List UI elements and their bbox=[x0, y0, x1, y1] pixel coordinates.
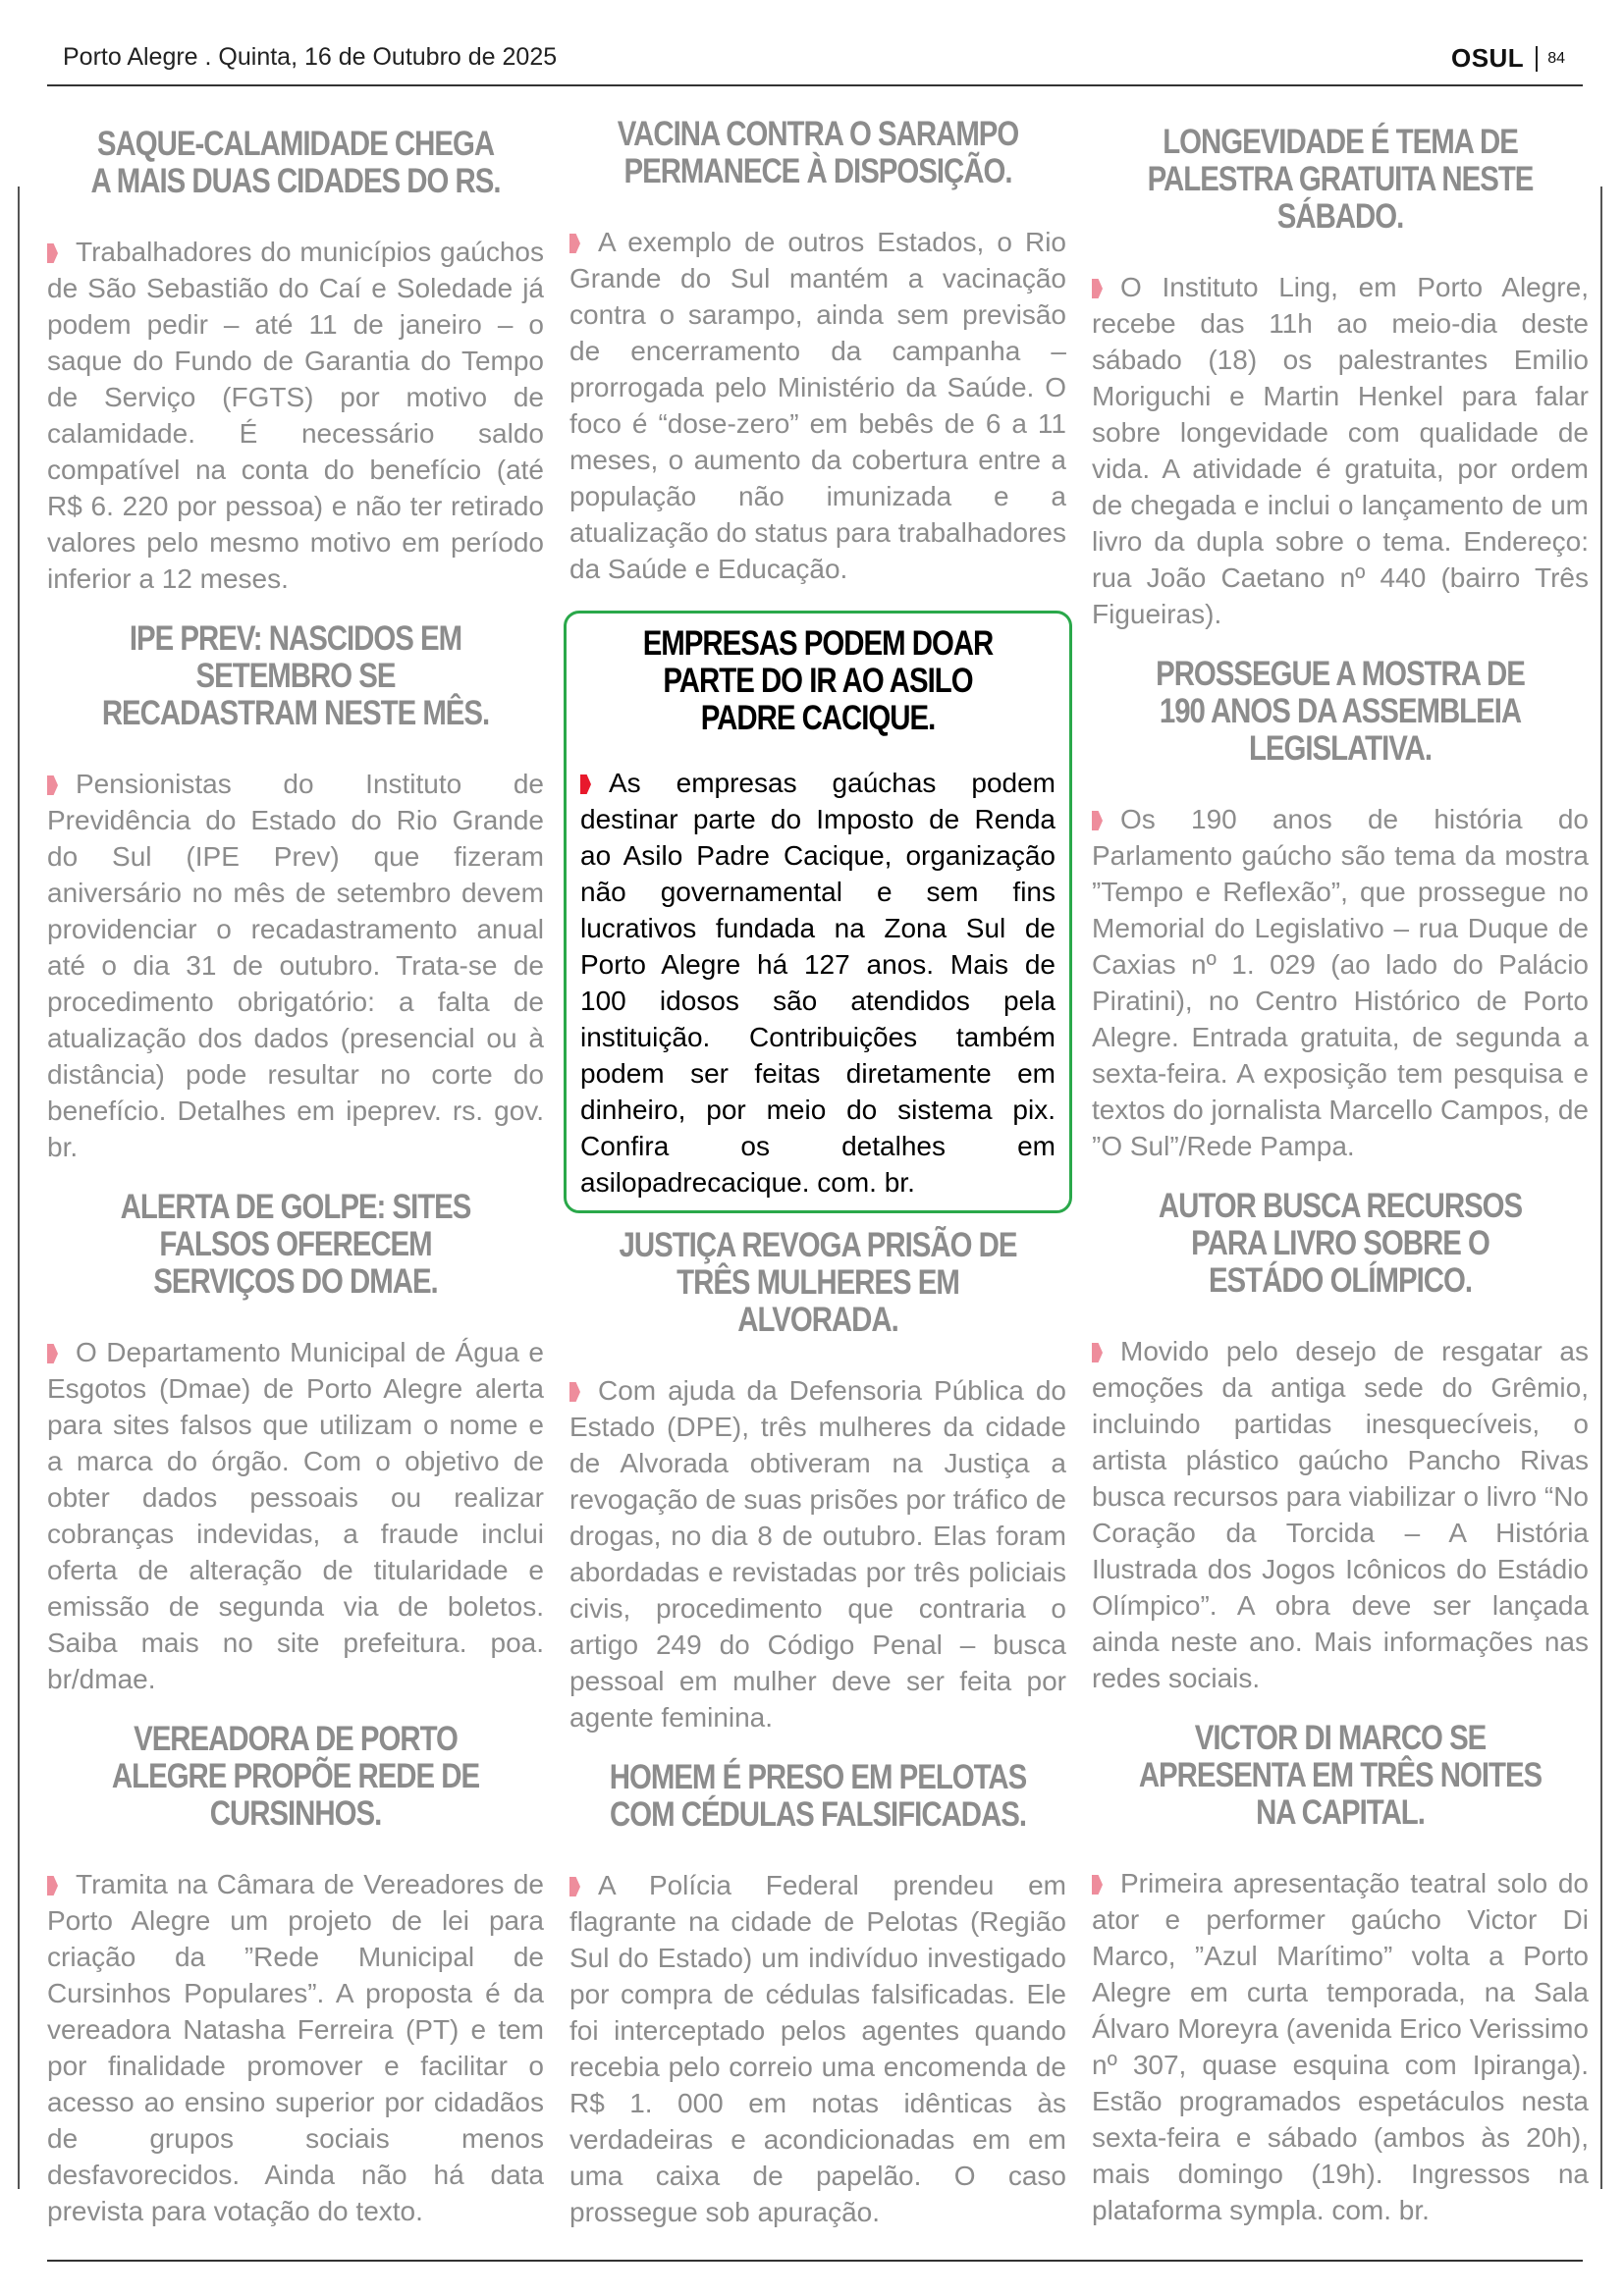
news-story bbox=[569, 1759, 1066, 2230]
column-2 bbox=[569, 116, 1066, 2254]
featured-body: As empresas gaúchas podem destinar parte do Imposto de Renda ao Asilo Padre Cacique, organização não governamental e sem fins lucrativos fundada na Zona Sul de Porto Alegre há 127 anos. Mais de 100 idosos são atendidos pela instituição. Contribuições também podem ser feitas diretamente em dinheiro, por meio do sistema pix. Confira os detalhes em asilopadrecacique. com. br. bbox=[580, 768, 1056, 1198]
story-headline: VACINA CONTRA O SARAMPO PERMANECE À DISPOSIÇÃO. bbox=[617, 115, 1019, 190]
news-story bbox=[569, 116, 1066, 587]
red-arrow-marker-icon bbox=[569, 234, 580, 253]
red-arrow-marker-icon bbox=[47, 1876, 58, 1896]
featured-story-box bbox=[564, 611, 1072, 1213]
masthead bbox=[1451, 43, 1565, 74]
page-header bbox=[59, 39, 1565, 82]
red-arrow-marker-icon bbox=[580, 774, 591, 794]
story-headline: PROSSEGUE A MOSTRA DE 190 ANOS DA ASSEMBLEIA LEGISLATIVA. bbox=[1156, 655, 1525, 768]
story-headline: HOMEM É PRESO EM PELOTAS COM CÉDULAS FALSIFICADAS. bbox=[609, 1758, 1027, 1834]
red-arrow-marker-icon bbox=[47, 1344, 58, 1363]
news-story bbox=[47, 620, 544, 1165]
story-body: O Instituto Ling, em Porto Alegre, recebe das 11h ao meio-dia deste sábado (18) os palestrantes Emilio Moriguchi e Martin Henkel para falar sobre longevidade com qualidade de vida. A atividade é gratuita, por ordem de chegada e inclui o lançamento de um livro da dupla sobre o tema. Endereço: rua João Caetano nº 440 (bairro Três Figueiras). bbox=[1092, 272, 1589, 629]
story-headline: VICTOR DI MARCO SE APRESENTA EM TRÊS NOITES NA CAPITAL. bbox=[1138, 1719, 1543, 1832]
column-1 bbox=[47, 116, 544, 2253]
story-headline: VEREADORA DE PORTO ALEGRE PROPÕE REDE DE CURSINHOS. bbox=[111, 1720, 480, 1833]
story-body: Primeira apresentação teatral solo do ator e performer gaúcho Victor Di Marco, ”Azul Marítimo” volta a Porto Alegre em curta temporada, na Sala Álvaro Moreyra (avenida Erico Verissimo nº 307, quase esquina com Ipiranga). Estão programados espetáculos nesta sexta-feira e sábado (ambos às 20h), mais domingo (19h). Ingressos na plataforma sympla. com. br. bbox=[1092, 1868, 1589, 2225]
column-3 bbox=[1092, 116, 1589, 2252]
story-body: Tramita na Câmara de Vereadores de Porto Alegre um projeto de lei para criação da ”Rede Municipal de Cursinhos Populares”. A proposta é da vereadora Natasha Ferreira (PT) e tem por finalidade promover e facilitar o acesso ao ensino superior por cidadãos de grupos sociais menos desfavorecidos. Ainda não há data prevista para votação do texto. bbox=[47, 1869, 544, 2226]
news-story bbox=[1092, 656, 1589, 1164]
story-body: Pensionistas do Instituto de Previdência do Estado do Rio Grande do Sul (IPE Prev) que fizeram aniversário no mês de setembro devem providenciar o recadastramento anual até o dia 31 de outubro. Trata-se de procedimento obrigatório: a falta de atualização dos dados (presencial ou à distância) pode resultar no corte do benefício. Detalhes em ipeprev. rs. gov. br. bbox=[47, 769, 544, 1162]
red-arrow-marker-icon bbox=[47, 243, 58, 263]
story-body: Movido pelo desejo de resgatar as emoções da antiga sede do Grêmio, incluindo partidas inesquecíveis, o artista plástico gaúcho Pancho Rivas busca recursos para viabilizar o livro “No Coração da Torcida – A História Ilustrada dos Jogos Icônicos do Estádio Olímpico”. A obra deve ser lançada ainda neste ano. Mais informações nas redes sociais. bbox=[1092, 1336, 1589, 1693]
red-arrow-marker-icon bbox=[47, 775, 58, 795]
red-arrow-marker-icon bbox=[1092, 1875, 1103, 1895]
dateline: Porto Alegre . Quinta, 16 de Outubro de 2025 bbox=[63, 43, 558, 71]
top-rule bbox=[47, 84, 1583, 86]
news-story bbox=[569, 1227, 1066, 1735]
story-headline: AUTOR BUSCA RECURSOS PARA LIVRO SOBRE O ESTÁDO OLÍMPICO. bbox=[1158, 1187, 1523, 1300]
story-headline: LONGEVIDADE É TEMA DE PALESTRA GRATUITA NESTE SÁBADO. bbox=[1147, 123, 1534, 236]
red-arrow-marker-icon bbox=[569, 1877, 580, 1896]
red-arrow-marker-icon bbox=[569, 1382, 580, 1402]
story-body: A exemplo de outros Estados, o Rio Grande do Sul mantém a vacinação contra o sarampo, ainda sem previsão de encerramento da campanha – prorrogada pelo Ministério da Saúde. O foco é “dose-zero” em bebês de 6 a 11 meses, o aumento da cobertura entre a população não imunizada e a atualização do status para trabalhadores da Saúde e Educação. bbox=[569, 227, 1066, 584]
red-arrow-marker-icon bbox=[1092, 1343, 1103, 1362]
story-body: Trabalhadores do municípios gaúchos de São Sebastião do Caí e Soledade já podem pedir – até 11 de janeiro – o saque do Fundo de Garantia do Tempo de Serviço (FGTS) por motivo de calamidade. É necessário saldo compatível na conta do benefício (até R$ 6. 220 por pessoa) e não ter retirado valores pelo mesmo motivo em período inferior a 12 meses. bbox=[47, 237, 544, 594]
news-story bbox=[47, 1189, 544, 1697]
story-body: O Departamento Municipal de Água e Esgotos (Dmae) de Porto Alegre alerta para sites falsos que utilizam o nome e a marca do órgão. Com o objetivo de obter dados pessoais ou realizar cobranças indevidas, a fraude inclui oferta de alteração de titularidade e emissão de segunda via de boletos. Saiba mais no site prefeitura. poa. br/dmae. bbox=[47, 1337, 544, 1694]
story-body: A Polícia Federal prendeu em flagrante na cidade de Pelotas (Região Sul do Estado) um indivíduo investigado por compra de cédulas falsificadas. Ele foi interceptado pelos agentes quando recebia pelo correio uma encomenda de R$ 1. 000 em notas idênticas às verdadeiras e acondicionadas em em uma caixa de papelão. O caso prossegue sob apuração. bbox=[569, 1870, 1066, 2227]
news-story bbox=[1092, 1720, 1589, 2228]
news-story bbox=[47, 1721, 544, 2229]
news-story bbox=[1092, 1188, 1589, 1696]
bottom-rule bbox=[47, 2260, 1583, 2262]
brand-logo: OSUL bbox=[1450, 43, 1525, 73]
red-arrow-marker-icon bbox=[1092, 279, 1103, 298]
right-margin-line bbox=[1600, 187, 1602, 2189]
news-story bbox=[47, 126, 544, 597]
red-arrow-marker-icon bbox=[1092, 811, 1103, 830]
story-headline: ALERTA DE GOLPE: SITES FALSOS OFERECEM SERVIÇOS DO DMAE. bbox=[120, 1188, 471, 1301]
story-headline: SAQUE-CALAMIDADE CHEGA A MAIS DUAS CIDADES DO RS. bbox=[90, 125, 501, 200]
featured-headline: EMPRESAS PODEM DOAR PARTE DO IR AO ASILO PADRE CACIQUE. bbox=[642, 624, 994, 737]
story-headline: IPE PREV: NASCIDOS EM SETEMBRO SE RECADASTRAM NESTE MÊS. bbox=[101, 619, 490, 732]
story-body: Os 190 anos de história do Parlamento gaúcho são tema da mostra ”Tempo e Reflexão”, que prossegue no Memorial do Legislativo – rua Duque de Caxias nº 1. 029 (ao lado do Palácio Piratini), no Centro Histórico de Porto Alegre. Entrada gratuita, de segunda a sexta-feira. A exposição tem pesquisa e textos do jornalista Marcello Campos, de ”O Sul”/Rede Pampa. bbox=[1092, 804, 1589, 1161]
story-body: Com ajuda da Defensoria Pública do Estado (DPE), três mulheres da cidade de Alvorada obtiveram na Justiça a revogação de suas prisões por tráfico de drogas, no dia 8 de outubro. Elas foram abordadas e revistadas por três policiais civis, procedimento que contraria o artigo 249 do Código Penal – busca pessoal em mulher deve ser feita por agente feminina. bbox=[569, 1375, 1066, 1733]
news-story bbox=[1092, 124, 1589, 632]
left-margin-line bbox=[18, 187, 20, 2189]
story-headline: JUSTIÇA REVOGA PRISÃO DE TRÊS MULHERES EM ALVORADA. bbox=[619, 1226, 1017, 1339]
header-divider bbox=[1536, 46, 1538, 72]
page-number: 84 bbox=[1547, 49, 1565, 67]
